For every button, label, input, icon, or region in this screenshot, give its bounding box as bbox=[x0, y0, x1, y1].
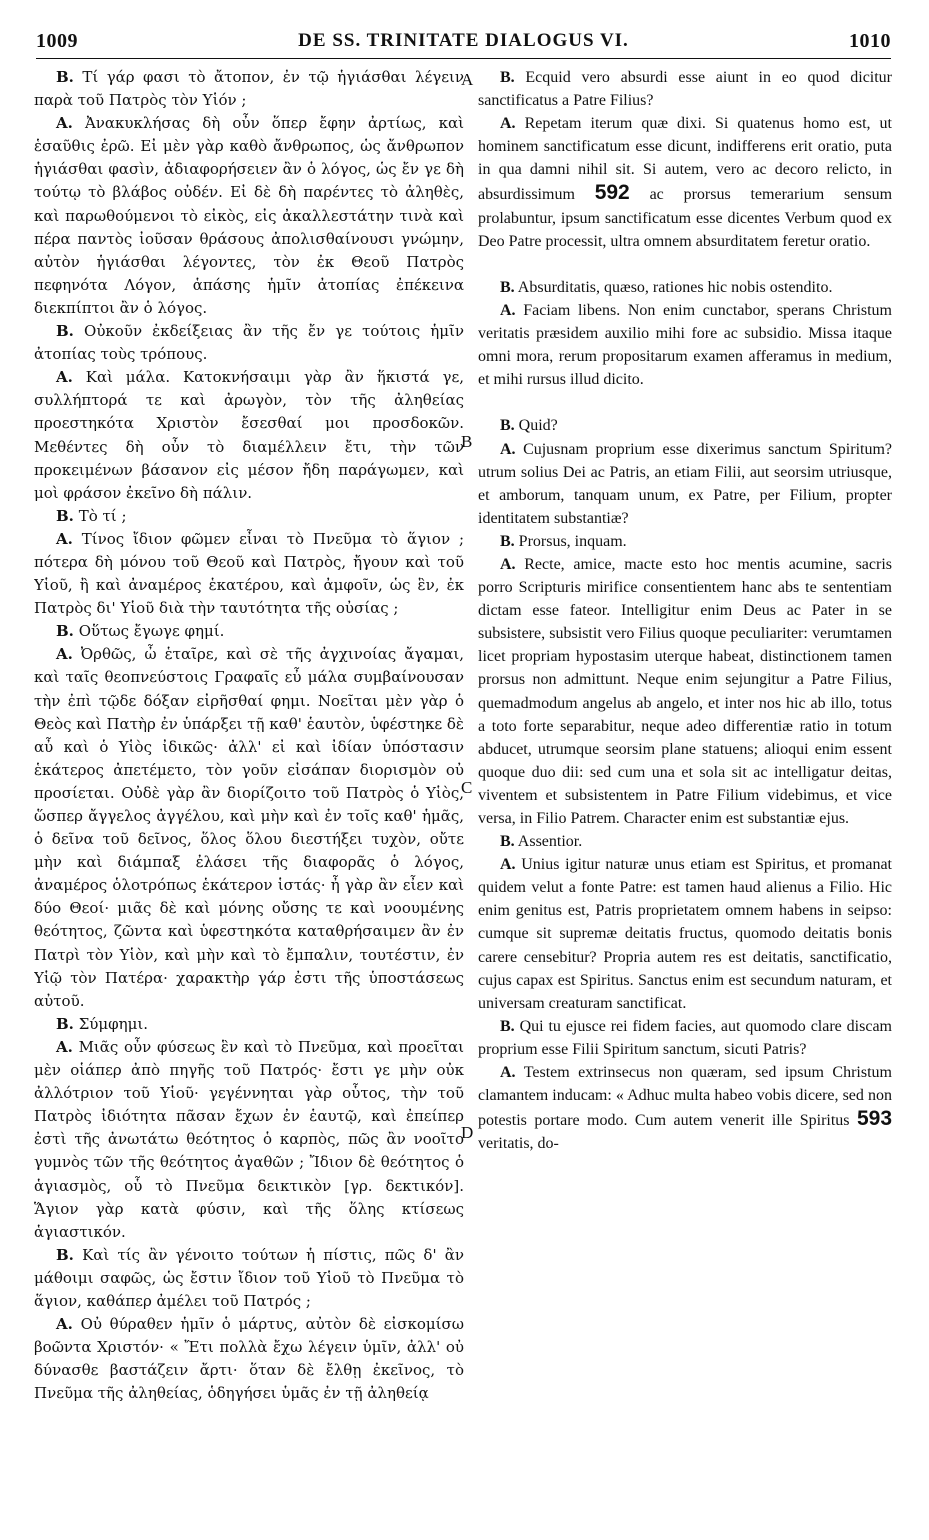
greek-text: Οὕτως ἔγωγε φημί. bbox=[78, 622, 225, 641]
speaker-label: B. bbox=[56, 322, 74, 341]
latin-paragraph bbox=[478, 438, 892, 530]
speaker-label: A. bbox=[56, 1037, 73, 1056]
greek-paragraph bbox=[34, 66, 464, 112]
greek-text: Οὐκοῦν ἐκδείξειας ἂν τῆς ἔν γε τούτοις ἡμῖν ἀτοπίας τοὺς τρόπους. bbox=[34, 322, 464, 364]
speaker-label: A. bbox=[56, 1315, 73, 1334]
speaker-label: B. bbox=[56, 68, 74, 86]
greek-paragraph bbox=[34, 1036, 464, 1244]
greek-paragraph bbox=[34, 643, 464, 1013]
speaker-label: B. bbox=[500, 532, 515, 550]
running-title: DE SS. TRINITATE DIALOGUS VI. bbox=[298, 30, 629, 51]
latin-text: Cujusnam proprium esse dixerimus sanctum Spiritum? utrum solius Dei ac Patris, an etiam Filii, aut seorsim utriusque, et amborum, tanquam unum, ex Patre, per Filium, propter identitatem substantiæ? bbox=[478, 440, 892, 527]
page-header bbox=[36, 30, 891, 56]
speaker-label: A. bbox=[56, 645, 73, 664]
latin-column bbox=[478, 66, 892, 1532]
speaker-label: B. bbox=[500, 417, 515, 435]
latin-text: Quid? bbox=[518, 417, 558, 435]
latin-text: Qui tu ejusce rei fidem facies, aut quomodo clare discam proprium esse Filii Spiritum sanctum, sicuti Patris? bbox=[478, 1017, 892, 1058]
latin-text: Absurditatis, quæso, rationes hic nobis ostendito. bbox=[517, 278, 833, 296]
speaker-label: A. bbox=[500, 440, 516, 458]
margin-letter-d: D bbox=[461, 1123, 474, 1142]
page-number-right: 1010 bbox=[849, 30, 891, 52]
speaker-label: B. bbox=[500, 1017, 515, 1035]
latin-text: ac prorsus temerarium sensum prolabuntur, ipsum sanctificatum esse dicentes Verbum quod ex Deo Patre processit, ultra omnem absurditatem feretur oratio. bbox=[478, 186, 892, 250]
latin-text: Ecquid vero absurdi esse aiunt in eo quod dicitur sanctificatus a Patre Filius? bbox=[478, 69, 892, 110]
speaker-label: B. bbox=[56, 1014, 74, 1033]
speaker-label: B. bbox=[56, 506, 74, 525]
greek-paragraph bbox=[34, 1013, 464, 1036]
latin-text: Prorsus, inquam. bbox=[518, 532, 627, 550]
margin-letter-b: B bbox=[461, 432, 473, 451]
greek-text: Καὶ τίς ἂν γένοιτο τούτων ἡ πίστις, πῶς δ' ἂν μάθοιμι σαφῶς, ὡς ἔστιν ἴδιον τοῦ Υἱοῦ τὸ Πνεῦμα τὸ ἅγιον, καθάπερ ἀμέλει τοῦ Πατρός ; bbox=[34, 1245, 464, 1310]
latin-text: Testem extrinsecus non quæram, sed ipsum Christum clamantem inducam: « Adhuc multa habeo vobis dicere, sed non potestis portare modo. Cum autem venerit ille Spiritus bbox=[478, 1064, 892, 1130]
greek-text: Οὐ θύραθεν ἡμῖν ὁ μάρτυς, αὐτὸν δὲ εἰσκομίσω βοῶντα Χριστόν· « Ἔτι πολλὰ ἔχω λέγειν ὑμῖν, ἀλλ' οὐ δύνασθε βαστάζειν ἄρτι· ὅταν δὲ ἔλθῃ ἐκεῖνος, τὸ Πνεῦμα τῆς ἀληθείας, ὁδηγήσει ὑμᾶς ἐν τῇ ἀληθείᾳ bbox=[34, 1315, 464, 1403]
speaker-label: A. bbox=[500, 856, 516, 874]
margin-letter-c: C bbox=[461, 778, 473, 797]
greek-paragraph bbox=[34, 505, 464, 528]
page-number-left: 1009 bbox=[36, 30, 78, 52]
speaker-label: B. bbox=[500, 69, 515, 86]
latin-paragraph bbox=[478, 276, 892, 299]
greek-text: Τί γάρ φασι τὸ ἄτοπον, ἐν τῷ ἡγιάσθαι λέγειν παρὰ τοῦ Πατρὸς τὸν Υἱόν ; bbox=[34, 68, 464, 110]
latin-paragraph bbox=[478, 830, 892, 853]
greek-paragraph bbox=[34, 112, 464, 320]
migne-column-marker: 592 bbox=[594, 181, 630, 205]
speaker-label: A. bbox=[500, 555, 516, 573]
greek-text: Καὶ μάλα. Κατοκνήσαιμι γὰρ ἂν ἥκιστά γε, συλλήπτορά τε καὶ ἀρωγὸν, τὸν τῆς ἀληθείας προεστηκότα Χριστὸν ἔσεσθαί μοι προσδοκῶν. Μεθέντες δὴ οὖν τὸ διαμέλλειν ἔτι, τὴν τῶν προκειμένων βάσανον εἰς μέσον ἤδη παράγωμεν, καὶ μοὶ φράσον ἐκεῖνο δὴ πάλιν. bbox=[34, 368, 464, 502]
speaker-label: A. bbox=[56, 368, 73, 387]
speaker-label: A. bbox=[500, 1064, 516, 1082]
speaker-label: A. bbox=[500, 115, 516, 133]
latin-paragraph bbox=[478, 66, 892, 112]
greek-paragraph bbox=[34, 528, 464, 620]
speaker-label: B. bbox=[500, 278, 515, 296]
latin-paragraph bbox=[478, 853, 892, 1015]
latin-text: Repetam iterum quæ dixi. Si quatenus homo est, ut hominem sanctificatum esse dicunt, indifferens erit oratio, puta in qua damni nihil sit. Si autem, vero ac decoro relicto, in absurdissimum bbox=[478, 115, 892, 204]
speaker-label: B. bbox=[56, 1245, 74, 1264]
greek-paragraph bbox=[34, 366, 464, 505]
greek-text: Σύμφημι. bbox=[78, 1014, 149, 1033]
latin-text: Recte, amice, macte esto hoc mentis acumine, sacris porro Scripturis mirifice consentientem hanc abs te sententiam dictam esse fateor. Intelligitur enim Deus ac Pater in se subsistere, subsistit vero Filius quoque peculiariter: verumtamen licet propriam hypostasim uterque habeat, distinctionem tamen prorsus non admittunt. Neque enim sejungitur a Patre Filius, quemadmodum angelus ab angelo, et inter nos hic ab illo, totus a toto forte separabitur, neque adeo differentiæ ratio in totum abducet, utrumque seorsim plane statuens; alioqui enim essent quoque duo dii: sed cum una et sola sit ac intelligatur deitas, viventem et subsistentem in Patre Filium videbimus, et vice versa, in Filio Patrem. Character enim est substantiæ ejus. bbox=[478, 555, 892, 827]
margin-letter-a: A bbox=[461, 70, 474, 89]
latin-paragraph bbox=[478, 299, 892, 391]
greek-paragraph bbox=[34, 1313, 464, 1405]
latin-text: Unius igitur naturæ unus etiam est Spiritus, et promanat quidem velut a fonte Patre: est tamen haud alienus a Filio. Hic enim genitus est, Patris proprietatem omnem habens in seipso: cumque sit supremæ deitatis fructus, quomodo deitatis bonis carere censebitur? Propria autem res est deitatis, sanctificatio, cujus capax est Spiritus. Sanctus enim est secundum naturam, et universam creaturam sanctificat. bbox=[478, 856, 892, 1012]
latin-text: veritatis, do- bbox=[478, 1135, 559, 1153]
greek-text: Ἀνακυκλήσας δὴ οὖν ὅπερ ἔφην ἀρτίως, καὶ ἑσαῦθις ἐρῶ. Εἰ μὲν γὰρ καθὸ ἄνθρωπος, ὡς ἄνθρωπον ἡγιάσθαι φασὶν, ἀδιαφορήσειεν ἂν ὁ λόγος, ὡς ἔν γε δὴ τούτῳ τὸ βλάβος οὐδέν. Εἰ δὲ δὴ παρέντες τὸ ἀληθὲς, καὶ παρωθούμενοι τὸ εἰκὸς, εἰς ἀκαλλεστάτην τινὰ καὶ πέρα παντὸς ἰοῦσαν θράσους ἀπολισθαίνουσι γνώμην, αὐτὸν ἡγιάσθαι λέγοντες, τὸν ἐκ Θεοῦ Πατρὸς πεφηνότα Λόγον, ἁπάσης ἡμῖν ἀτοπίας ἐπέκεινα διεκπίπτοι ἂν ὁ λόγος. bbox=[34, 114, 464, 317]
speaker-label: A. bbox=[56, 114, 73, 133]
latin-paragraph bbox=[478, 1061, 892, 1155]
latin-text: Faciam libens. Non enim cunctabor, sperans Christum veritatis præsidem auxilio mihi fore ac subsidio. Missa itaque omni mora, rerum propositarum examen afferamus in medium, et mihi rursus illud dicito. bbox=[478, 301, 892, 389]
migne-column-marker: 593 bbox=[856, 1107, 892, 1131]
latin-text: Assentior. bbox=[517, 833, 583, 851]
speaker-label: B. bbox=[500, 833, 515, 851]
greek-paragraph bbox=[34, 320, 464, 366]
greek-column bbox=[34, 66, 464, 1532]
speaker-label: A. bbox=[56, 529, 73, 548]
speaker-label: A. bbox=[500, 301, 516, 319]
greek-text: Μιᾶς οὖν φύσεως ἓν καὶ τὸ Πνεῦμα, καὶ προεῖται μὲν οἱάπερ ἀπὸ πηγῆς τοῦ Πατρός· ἔστι γε μὴν οὐκ ἀλλότριον τοῦ Υἱοῦ· γεγέννηται γὰρ οὗτος, τὴν τοῦ Πατρὸς ἰδιότητα πᾶσαν ἔχων ἐν ἑαυτῷ, καὶ ἐπείπερ ἐστὶ τῆς ἀνωτάτω θεότητος ὁ καρπὸς, πῶς ἂν νοοῖτο γυμνὸς τῶν τῆς θεότητος ἀγαθῶν ; Ἴδιον δὲ θεότητος ὁ ἁγιασμὸς, οὗ τὸ Πνεῦμα δεικτικὸν [γρ. δεκτικόν]. Ἅγιον γὰρ κατὰ φύσιν, καὶ τῆς ὅλης κτίσεως ἁγιαστικόν. bbox=[34, 1037, 464, 1241]
greek-paragraph bbox=[34, 620, 464, 643]
greek-text: Τὸ τί ; bbox=[78, 506, 127, 525]
speaker-label: B. bbox=[56, 622, 74, 641]
greek-paragraph bbox=[34, 1244, 464, 1313]
latin-paragraph bbox=[478, 1015, 892, 1061]
latin-paragraph bbox=[478, 414, 892, 437]
latin-paragraph bbox=[478, 530, 892, 553]
header-rule bbox=[36, 58, 891, 59]
latin-paragraph bbox=[478, 553, 892, 830]
greek-text: Τίνος ἴδιον φῶμεν εἶναι τὸ Πνεῦμα τὸ ἅγιον ; πότερα δὴ μόνου τοῦ Θεοῦ καὶ Πατρὸς, ἤγουν καὶ τοῦ Υἱοῦ, ἢ καὶ ἀναμέρος ἑκατέρου, καὶ ἀμφοῖν, ὡς ἓν, ἐκ Πατρὸς δι' Υἱοῦ διὰ τὴν ταυτότητα τῆς οὐσίας ; bbox=[34, 529, 464, 618]
greek-text: Ὀρθῶς, ὦ ἑταῖρε, καὶ σὲ τῆς ἀγχινοίας ἄγαμαι, καὶ ταῖς θεοπνεύστοις Γραφαῖς εὖ μάλα συμβαίνουσαν τὴν ἐπὶ τῷδε δόξαν εἰρῆσθαί φημι. Νοεῖται μὲν γὰρ ὁ Θεὸς καὶ Πατὴρ ἐν ὑπάρξει τῇ καθ' ἑαυτὸν, ὑφέστηκε δὲ αὖ καὶ ὁ Υἱὸς ἰδικῶς· ἀλλ' εἰ καὶ ἰδίαν ὑπόστασιν ἑκάτερος ἀπετέμετο, τὸν γοῦν εἰσάπαν διορισμὸν οὐ προσίεται. Οὐδὲ γὰρ ἂν διορίζοιτο τοῦ Πατρὸς ὁ Υἱὸς, ὥσπερ ἄγγελος ἀγγέλου, καὶ μὴν καὶ ἐν τοῖς καθ' ἡμᾶς, ὁ δεῖνα τοῦ δεῖνος, ὅλος ὅλου διεστήξει τυχὸν, οὔτε μὴν καὶ διάμπαξ ἐλάσει τῆς διαφορᾶς ὁ λόγος, ἀναμέρος ὁλοτρόπως ἑκάτερον ἱστάς· ἦ γὰρ ἂν εἶεν καὶ δύο Θεοί· μιᾶς δὲ καὶ μόνης οὔσης τε καὶ νοουμένης θεότητος, ζῶντα καὶ ὑφεστηκότα καταθρήσαιμεν ἂν ἐν Πατρὶ τὸν Υἱὸν, καὶ μὴν καὶ τὸ ἔμπαλιν, τουτέστιν, ἐν Υἱῷ τὸν Πατέρα· χαρακτὴρ γάρ ἐστι τῆς ὑποστάσεως αὐτοῦ. bbox=[34, 645, 464, 1010]
latin-paragraph bbox=[478, 112, 892, 253]
